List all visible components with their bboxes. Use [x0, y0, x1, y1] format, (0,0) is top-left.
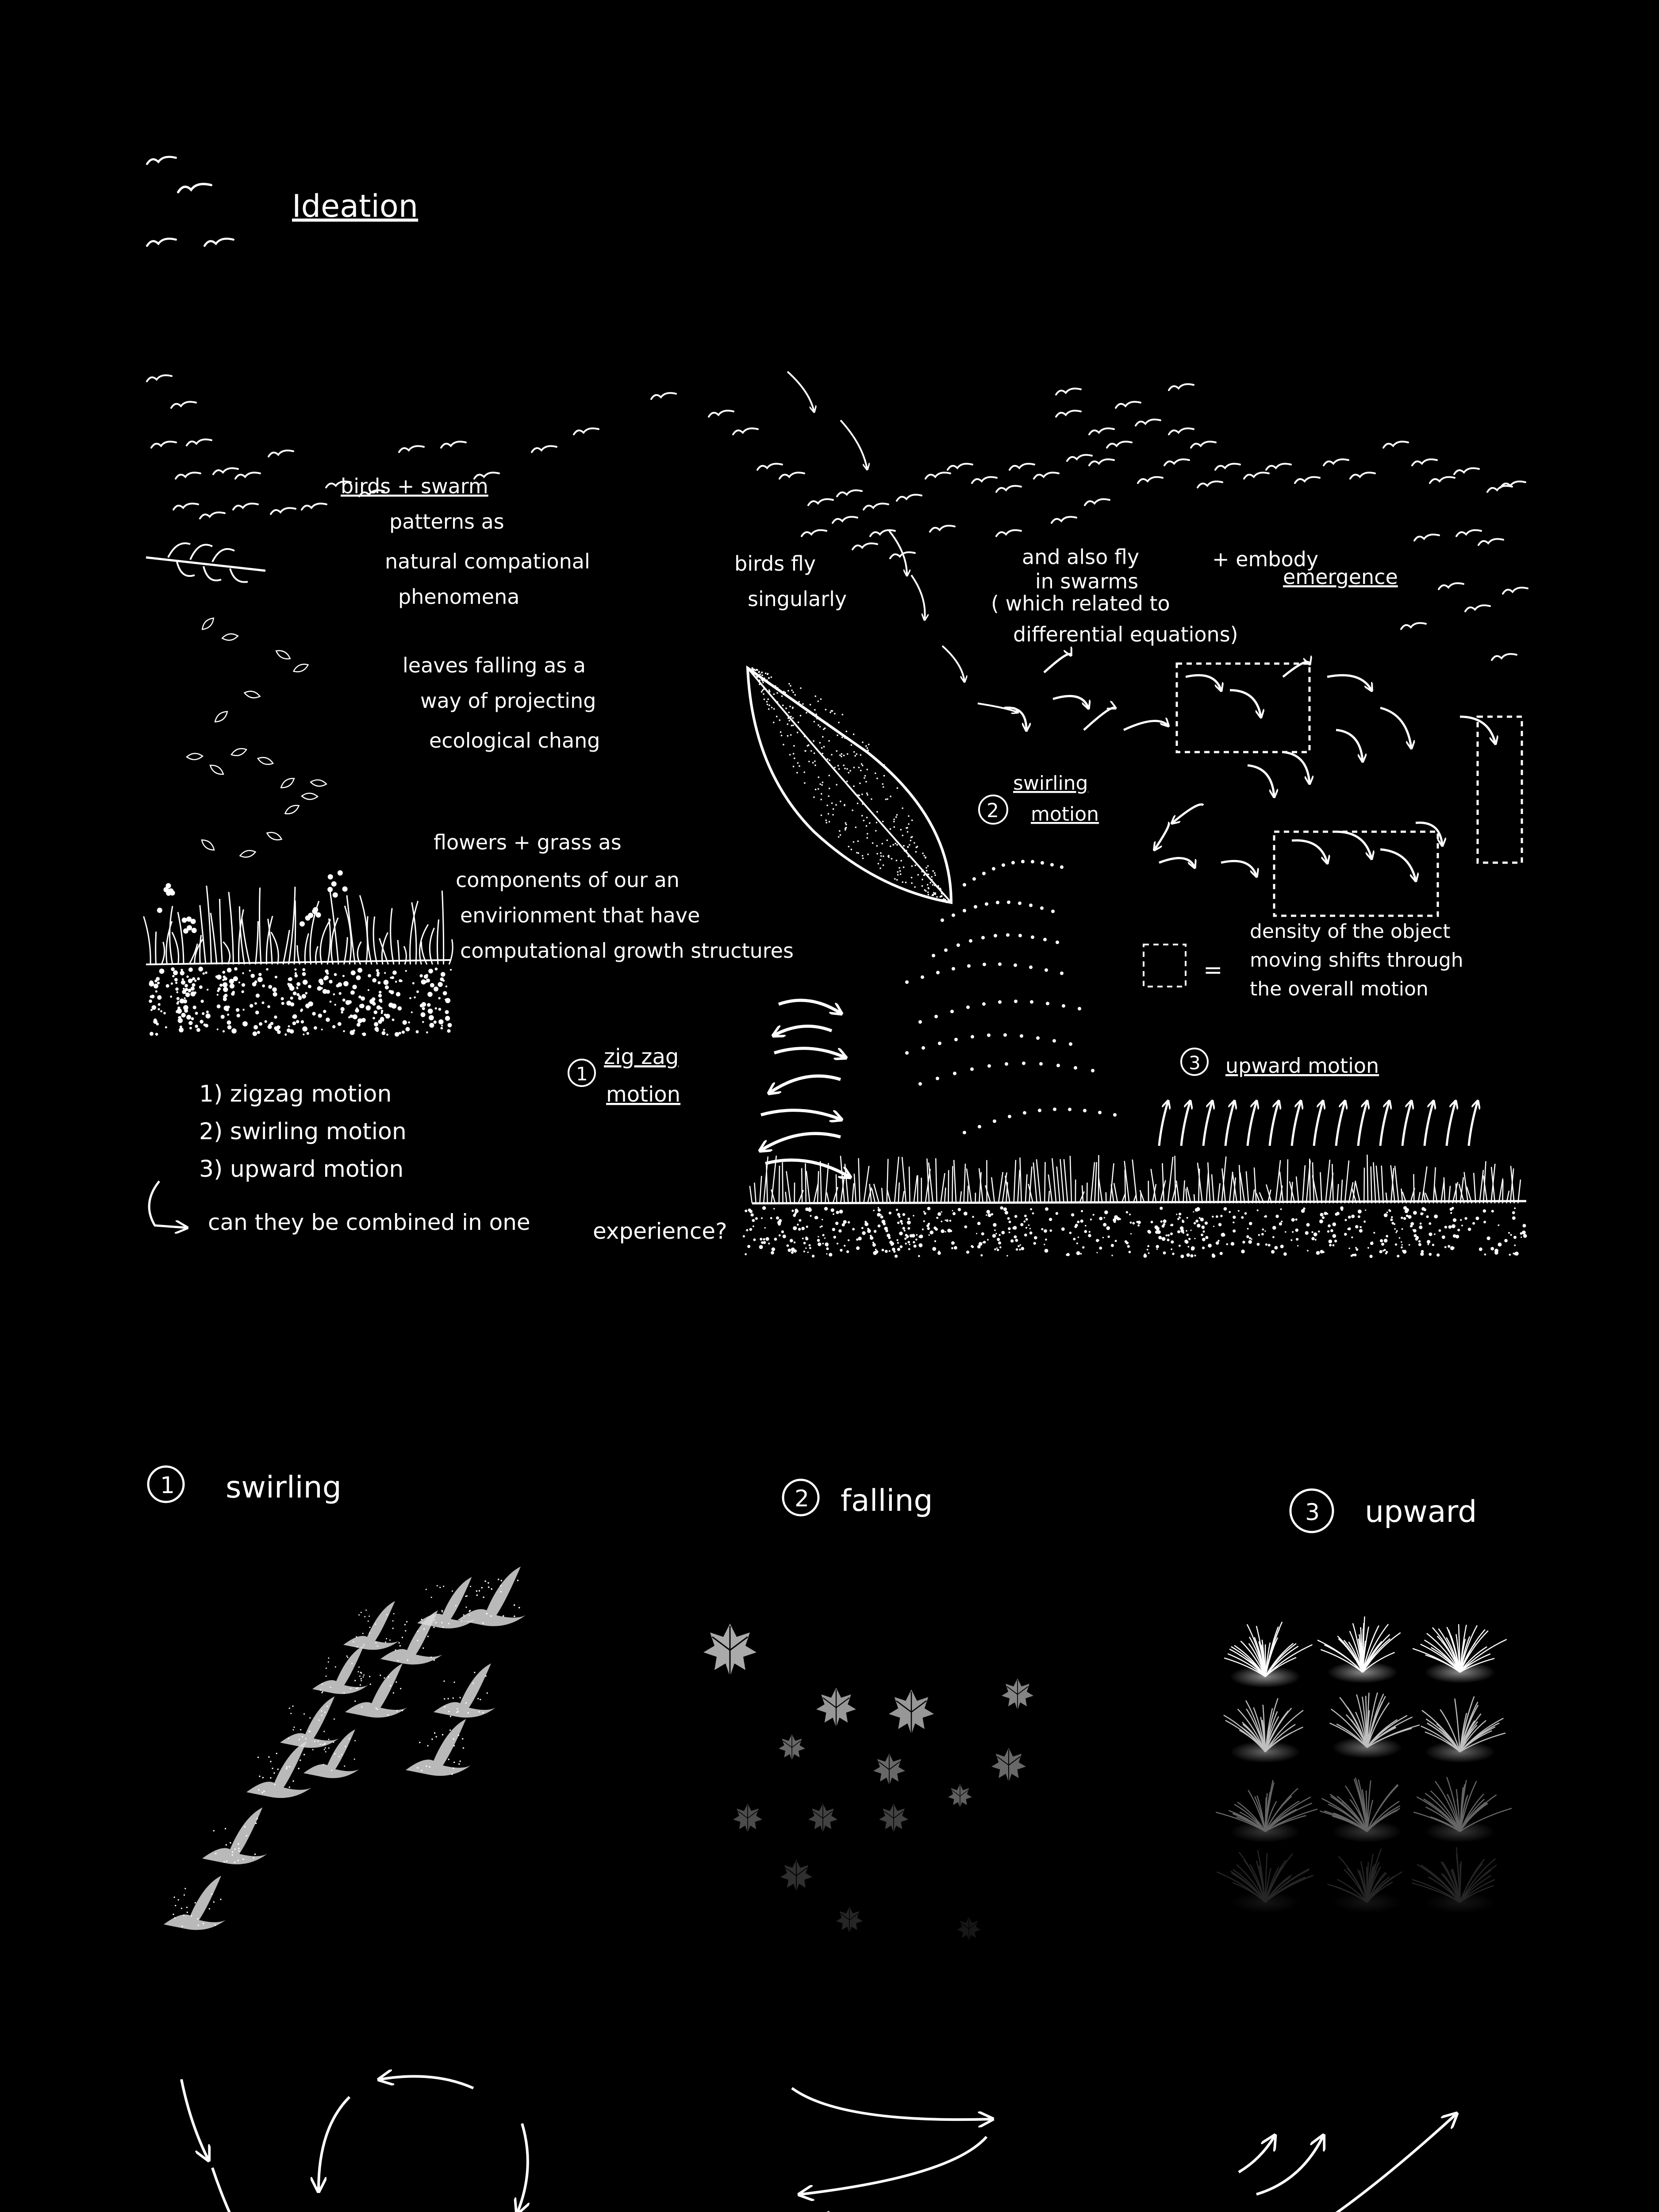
- section-upward: [1290, 1490, 1477, 1532]
- note-line: birds + swarm: [341, 474, 488, 498]
- leaf-icon: [836, 1907, 863, 1933]
- arrow-icon: [1336, 1102, 1345, 1146]
- arrow-icon: [911, 575, 925, 619]
- bird-icon: [1085, 499, 1110, 505]
- maple-leaves-image: [703, 1624, 1033, 1941]
- note-line: =: [1203, 957, 1223, 983]
- bird-icon: [280, 1697, 339, 1748]
- arrow-icon: [774, 1026, 832, 1035]
- leaf-icon: [1002, 1678, 1033, 1710]
- arrow-icon: [1447, 1102, 1455, 1146]
- note-line: the overall motion: [1250, 978, 1429, 1000]
- note-line: envirionment that have: [460, 903, 700, 927]
- leaf-icon: [310, 779, 326, 787]
- arrow-icon: [792, 2088, 991, 2120]
- arrow-icon: [774, 1048, 845, 1057]
- arrow-icon: [1469, 1102, 1478, 1146]
- section-number: 3: [1305, 1499, 1320, 1526]
- bird-icon: [147, 375, 172, 381]
- leaf-icon: [200, 837, 216, 853]
- grass-patch: [144, 870, 453, 1037]
- bird-icon: [202, 1808, 267, 1865]
- bird-icon: [187, 439, 211, 445]
- arrow-icon: [1239, 2137, 1274, 2172]
- bird-icon: [1401, 623, 1426, 629]
- section-swirling: [148, 1467, 342, 1505]
- bird-icon: [147, 157, 176, 164]
- bird-icon: [833, 517, 857, 523]
- bird-icon: [996, 486, 1021, 492]
- arrow-icon: [1336, 730, 1363, 761]
- leaf-icon: [816, 1688, 856, 1728]
- bird-icon: [1383, 442, 1408, 448]
- leaf-icon: [948, 1784, 972, 1808]
- note-line: emergence: [1283, 565, 1398, 589]
- bird-icon: [233, 503, 258, 510]
- leaf-icon: [187, 753, 203, 760]
- leaf-icon: [302, 793, 318, 799]
- arrow-icon: [1181, 1102, 1190, 1146]
- arrow-icon: [841, 420, 867, 469]
- arrow-icon: [1283, 2115, 1455, 2212]
- arrow-icon: [1124, 721, 1168, 730]
- bird-icon: [235, 472, 260, 479]
- arrow-icon: [1256, 2137, 1323, 2194]
- bird-icon: [151, 442, 176, 448]
- bird-icon: [178, 184, 211, 192]
- bird-icon: [1052, 517, 1076, 523]
- bird-icon: [972, 477, 997, 483]
- bird-icon: [757, 464, 782, 470]
- section-label: falling: [841, 1483, 933, 1518]
- arrow-icon: [761, 1133, 841, 1150]
- bird-icon: [1034, 472, 1059, 479]
- header: [147, 157, 418, 246]
- arrow-icon: [1186, 675, 1221, 690]
- bird-icon: [1169, 428, 1194, 434]
- bird-icon: [1138, 477, 1163, 483]
- list-item: 2) swirling motion: [199, 1118, 407, 1145]
- leaf-icon: [275, 648, 292, 661]
- zigzag-motion-label: [568, 1045, 680, 1107]
- note-line: way of projecting: [420, 689, 596, 713]
- bird-icon: [1056, 388, 1081, 395]
- arrow-icon: [380, 2076, 473, 2088]
- branch-with-leaves: [146, 543, 327, 859]
- note-line: computational growth structures: [460, 939, 794, 963]
- bird-icon: [200, 512, 225, 518]
- sketch-notes: [341, 474, 1398, 963]
- bird-icon: [574, 428, 599, 434]
- arrow-icon: [1380, 849, 1416, 880]
- section-headers: [148, 1467, 1477, 1532]
- bird-icon: [948, 464, 972, 470]
- bird-icon: [246, 1741, 311, 1798]
- grass-tufts-image: [1216, 1617, 1512, 1913]
- arrow-icon: [1336, 832, 1371, 858]
- leaf-icon: [230, 747, 248, 758]
- arrow-icon: [319, 2097, 349, 2190]
- bird-icon: [709, 411, 733, 417]
- arrow-icon: [1248, 1102, 1256, 1146]
- bird-icon: [1465, 605, 1490, 611]
- bird-icon: [1215, 464, 1240, 470]
- upward-arrows: [1172, 2115, 1522, 2212]
- list-item: 1) zigzag motion: [199, 1081, 392, 1107]
- question-text: experience?: [593, 1218, 727, 1244]
- label-number: 3: [1189, 1052, 1201, 1074]
- arrow-icon: [1283, 752, 1310, 783]
- note-line: density of the object: [1250, 920, 1451, 943]
- leaf-icon: [808, 1804, 837, 1833]
- arrow-icon: [1292, 841, 1327, 863]
- bird-icon: [1116, 402, 1141, 408]
- bird-icon: [441, 442, 466, 448]
- bird-icon: [853, 543, 877, 549]
- leaf-icon: [779, 1734, 805, 1761]
- bird-icon: [399, 446, 424, 452]
- note-line: moving shifts through: [1250, 949, 1463, 972]
- grass-icon: [1217, 1850, 1313, 1913]
- bird-icon: [1503, 588, 1528, 594]
- bird-icon: [1198, 481, 1222, 488]
- bird-swarm: [147, 372, 1528, 712]
- bird-icon: [213, 468, 238, 474]
- leaf-icon: [748, 667, 951, 903]
- bird-icon: [1454, 468, 1479, 474]
- bird-icon: [1089, 428, 1114, 434]
- arrow-icon: [1425, 1102, 1433, 1146]
- arrow-icon: [1380, 708, 1411, 748]
- leaf-icon: [889, 1690, 934, 1735]
- grass-icon: [1224, 1622, 1312, 1688]
- note-line: in swarms: [1035, 569, 1139, 593]
- bird-icon: [147, 239, 176, 246]
- arrow-icon: [1053, 696, 1088, 708]
- leaf-icon: [957, 1917, 981, 1941]
- grass-icon: [1327, 1849, 1402, 1913]
- bird-icon: [1067, 455, 1092, 461]
- leaf-icon: [213, 709, 230, 724]
- bird-icon: [1492, 654, 1517, 660]
- note-line: leaves falling as a: [403, 653, 586, 677]
- arrow-icon: [1314, 1102, 1323, 1146]
- bird-icon: [1412, 459, 1437, 465]
- bird-icon: [1479, 539, 1503, 545]
- note-line: birds fly: [734, 552, 816, 576]
- ground-strip: [743, 1155, 1527, 1258]
- bird-icon: [930, 526, 955, 532]
- arrow-icon: [212, 2168, 257, 2212]
- leaf-icon: [200, 616, 215, 631]
- arrow-icon: [1270, 1102, 1279, 1146]
- label-text: motion: [1031, 803, 1099, 826]
- page-title: Ideation: [292, 188, 419, 224]
- arrow-icon: [761, 1110, 841, 1119]
- bird-icon: [434, 1663, 495, 1718]
- arrow-icon: [1416, 823, 1442, 845]
- arrow-icon: [787, 372, 814, 411]
- label-number: 1: [576, 1063, 588, 1085]
- bird-icon: [1487, 486, 1512, 492]
- bird-icon: [996, 530, 1021, 536]
- bird-icon: [1089, 459, 1114, 465]
- section-label: upward: [1365, 1494, 1477, 1529]
- leaf-icon: [879, 1804, 908, 1833]
- upward-motion-label: [1181, 1048, 1379, 1078]
- grass-icon: [1320, 1778, 1402, 1843]
- arrow-icon: [181, 2079, 208, 2159]
- bird-icon: [926, 472, 950, 479]
- grass-icon: [1224, 1698, 1303, 1763]
- note-line: patterns as: [389, 510, 504, 534]
- bird-icon: [271, 508, 296, 514]
- leaf-icon: [703, 1624, 757, 1677]
- grass-icon: [1413, 1624, 1507, 1683]
- bird-icon: [343, 1601, 399, 1650]
- bird-icon: [651, 393, 676, 399]
- bird-icon: [1107, 442, 1132, 448]
- grass-icon: [1317, 1617, 1401, 1683]
- leaf-icon: [873, 1754, 905, 1786]
- section-number: 1: [160, 1472, 175, 1499]
- bird-icon: [897, 495, 922, 501]
- bird-icon: [864, 503, 888, 510]
- bird-icon: [1295, 477, 1320, 483]
- bird-icon: [302, 503, 326, 510]
- leaf-icon: [239, 849, 256, 859]
- arrow-icon: [1159, 1102, 1168, 1146]
- label-text: motion: [606, 1082, 681, 1107]
- leaf-icon: [208, 763, 225, 777]
- bird-icon: [1350, 472, 1375, 479]
- grass-icon: [1330, 1693, 1420, 1759]
- bird-icon: [1324, 459, 1348, 465]
- label-text: upward motion: [1225, 1054, 1379, 1078]
- section-falling: [783, 1480, 933, 1518]
- bird-icon: [1456, 530, 1481, 536]
- arrow-icon: [1327, 675, 1371, 690]
- note-line: + embody: [1212, 547, 1319, 571]
- arrow-icon: [149, 1181, 186, 1228]
- arrow-icon: [770, 1076, 841, 1093]
- bird-icon: [1191, 442, 1216, 448]
- falling-leaves: [187, 616, 327, 859]
- bird-icon: [312, 1645, 368, 1694]
- bird-icon: [1164, 459, 1189, 465]
- bird-icon: [269, 450, 293, 457]
- section-label: swirling: [226, 1470, 342, 1505]
- bird-icon: [176, 472, 200, 479]
- note-line: natural compational: [385, 549, 590, 573]
- bird-icon: [1136, 419, 1160, 426]
- bird-icon: [1010, 464, 1034, 470]
- note-line: components of our an: [456, 868, 680, 892]
- label-text: zig zag: [604, 1045, 679, 1069]
- arrow-icon: [1358, 1102, 1367, 1146]
- grass-icon: [1413, 1777, 1512, 1843]
- arrow-icon: [942, 646, 964, 681]
- arrow-icon: [1044, 654, 1071, 672]
- bird-icon: [532, 446, 557, 452]
- arrow-icon: [1203, 1102, 1212, 1146]
- bird-icon: [780, 472, 804, 479]
- arrow-icon: [1292, 1102, 1301, 1146]
- note-line: phenomena: [398, 585, 520, 609]
- bird-icon: [837, 490, 862, 496]
- dotted-trails: [905, 860, 1117, 1134]
- leaf-icon: [244, 690, 261, 699]
- leaf-icon: [266, 830, 283, 842]
- grass-icon: [1412, 1847, 1497, 1913]
- leaf-icon: [284, 803, 300, 816]
- leaf-icon: [222, 633, 238, 641]
- falling-arrows: [779, 2088, 1102, 2212]
- label-text: swirling: [1013, 772, 1088, 795]
- bird-icon: [808, 499, 833, 505]
- arrow-icon: [1460, 717, 1495, 743]
- arrow-icon: [1380, 1102, 1389, 1146]
- bird-icon: [1266, 464, 1291, 470]
- arrow-icon: [1159, 858, 1194, 867]
- grass-icon: [1216, 1780, 1317, 1843]
- bird-icon: [406, 1719, 471, 1776]
- note-line: singularly: [748, 587, 847, 611]
- bird-icon: [1430, 477, 1455, 483]
- arrow-icon: [1248, 765, 1274, 796]
- leaf-icon: [991, 1748, 1026, 1782]
- bird-icon: [457, 1567, 526, 1626]
- bird-icon: [1169, 384, 1194, 390]
- arrow-icon: [765, 1160, 849, 1177]
- arrow-icon: [1230, 690, 1261, 717]
- grass-icon: [1421, 1697, 1505, 1763]
- swirling-motion-label: [979, 772, 1099, 826]
- arrow-icon: [1084, 708, 1115, 730]
- note-line: and also fly: [1022, 545, 1140, 569]
- zigzag-arrows: [761, 1000, 849, 1177]
- bird-icon: [1244, 472, 1269, 479]
- leaf-icon: [257, 756, 274, 766]
- bird-icon: [171, 402, 196, 408]
- note-line: ecological chang: [429, 729, 600, 753]
- arrow-icon: [1402, 1102, 1411, 1146]
- arrow-icon: [1221, 861, 1256, 876]
- section-number: 2: [795, 1486, 810, 1512]
- arrow-icon: [779, 1000, 841, 1013]
- bird-icon: [1414, 534, 1439, 541]
- note-line: ( which related to: [991, 591, 1170, 615]
- density-note: [1144, 920, 1463, 1000]
- note-line: flowers + grass as: [434, 830, 622, 854]
- leaf-icon: [279, 776, 296, 790]
- swirling-arrows: [181, 2076, 730, 2212]
- bird-icon: [164, 1876, 226, 1930]
- upward-arrows-row: [1159, 1102, 1478, 1146]
- bird-icon: [1056, 411, 1081, 417]
- note-line: differential equations): [1013, 622, 1238, 646]
- label-number: 2: [987, 799, 999, 822]
- bird-icon: [204, 239, 233, 246]
- bird-icon: [1439, 583, 1463, 589]
- bird-icon: [173, 503, 198, 510]
- bird-icon: [802, 530, 826, 536]
- leaf-icon: [733, 1804, 762, 1833]
- bird-flock-image: [164, 1567, 526, 1930]
- leaf-icon: [292, 662, 310, 674]
- arrow-icon: [801, 2137, 987, 2194]
- bird-icon: [733, 428, 758, 434]
- arrow-icon: [1155, 823, 1169, 849]
- arrow-icon: [1172, 804, 1203, 823]
- arrow-icon: [1225, 1102, 1234, 1146]
- question-text: can they be combined in one: [208, 1210, 530, 1235]
- arrow-icon: [518, 2124, 528, 2212]
- list-item: 3) upward motion: [199, 1156, 404, 1183]
- leaf-icon: [780, 1860, 812, 1892]
